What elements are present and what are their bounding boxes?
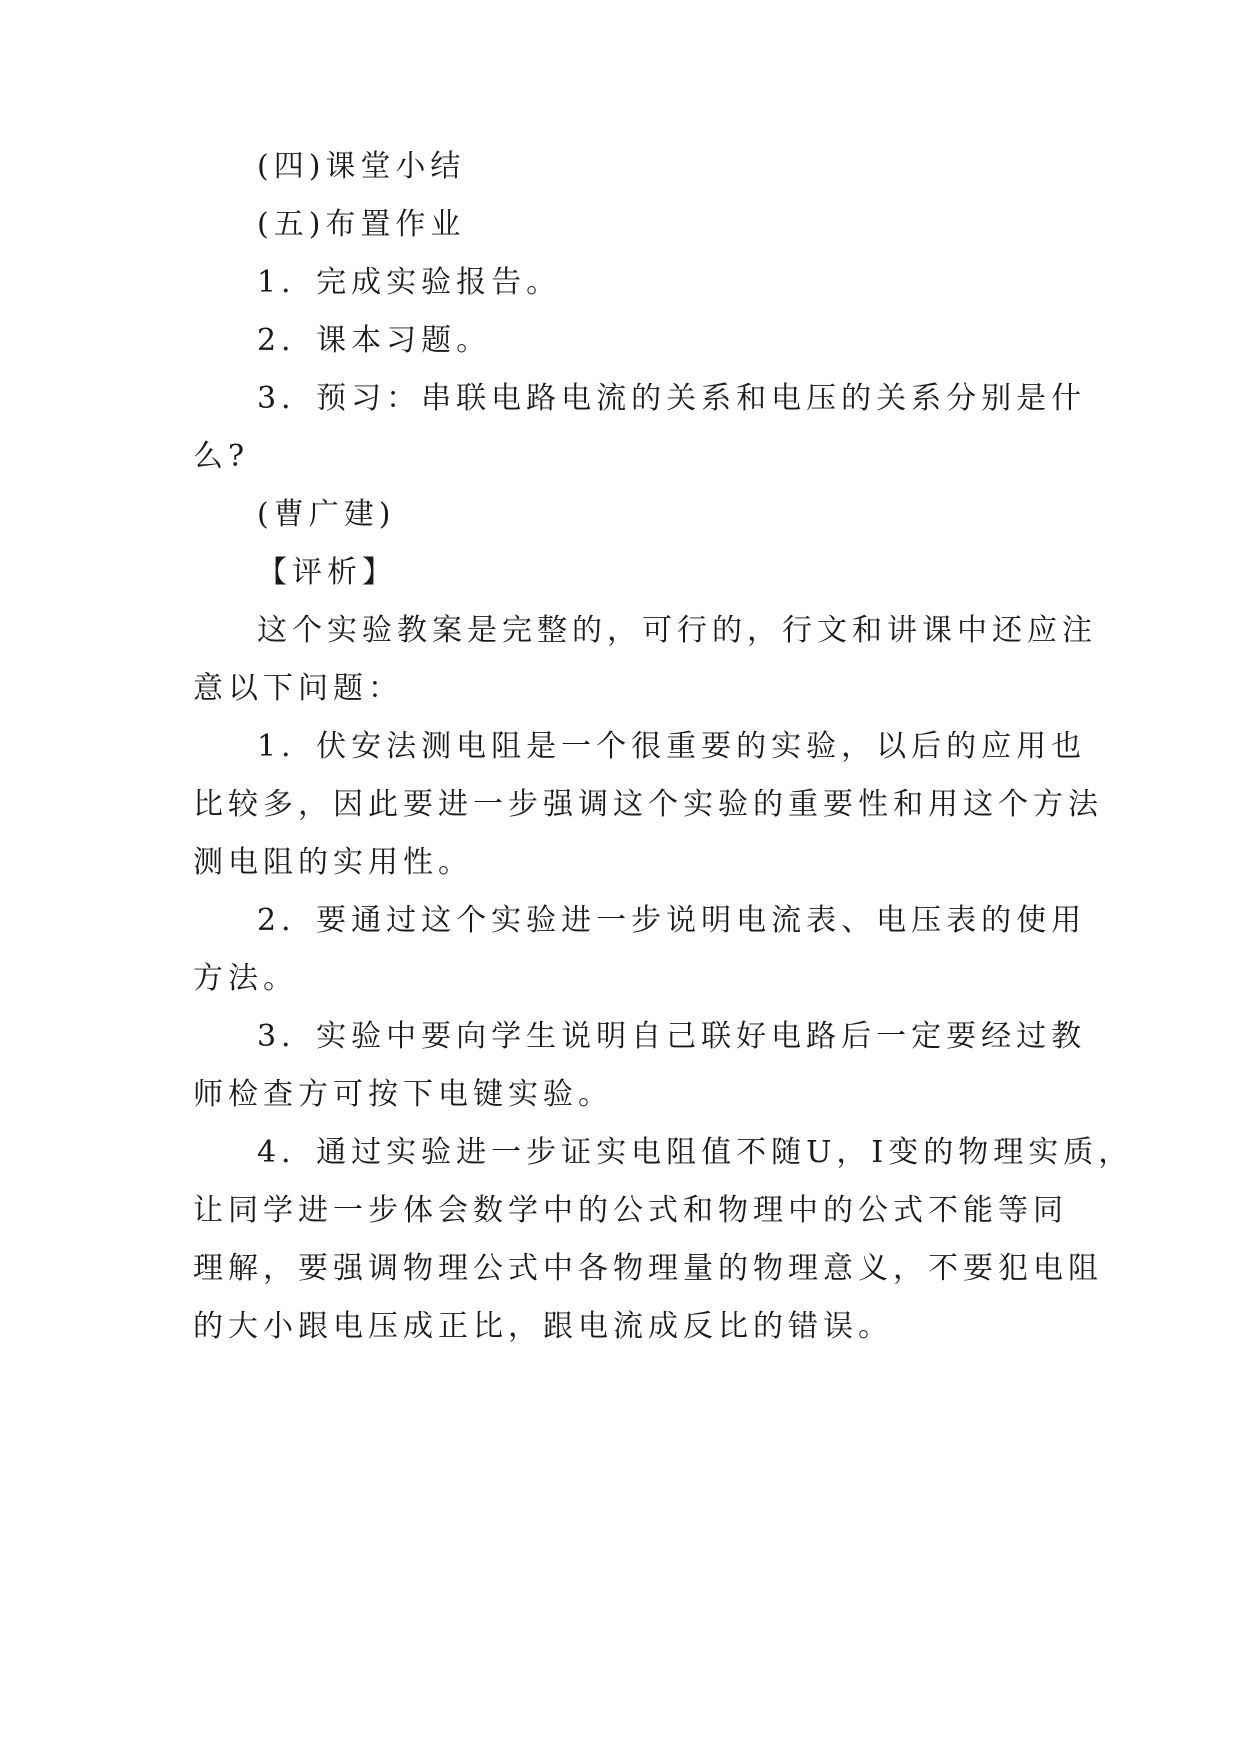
homework-item-3-cont: 么? [193, 439, 250, 474]
review-point-4-cont-c: 的大小跟电压成正比，跟电流成反比的错误。 [193, 1309, 893, 1344]
review-point-3: 3．实验中要向学生说明自己联好电路后一定要经过教 [257, 1019, 1087, 1054]
section-heading-summary: (四)课堂小结 [257, 149, 466, 184]
author-credit: (曹广建) [257, 497, 396, 532]
review-point-1-cont-b: 测电阻的实用性。 [193, 845, 473, 880]
review-point-4-cont-a: 让同学进一步体会数学中的公式和物理中的公式不能等同 [193, 1193, 1068, 1228]
review-point-3-cont: 师检查方可按下电键实验。 [193, 1077, 613, 1112]
section-heading-homework: (五)布置作业 [257, 207, 466, 242]
review-point-2: 2．要通过这个实验进一步说明电流表、电压表的使用 [257, 903, 1087, 938]
document-body [193, 138, 1134, 1356]
review-point-4-cont-b: 理解，要强调物理公式中各物理量的物理意义，不要犯电阻 [193, 1251, 1103, 1286]
review-point-1-cont-a: 比较多，因此要进一步强调这个实验的重要性和用这个方法 [193, 787, 1103, 822]
review-point-2-cont: 方法。 [193, 961, 298, 996]
homework-item-2: 2．课本习题。 [257, 323, 492, 358]
review-point-4: 4．通过实验进一步证实电阻值不随U，I变的物理实质， [257, 1135, 1134, 1170]
review-intro: 这个实验教案是完整的，可行的，行文和讲课中还应注 [257, 613, 1097, 648]
review-heading: 【评析】 [257, 555, 397, 590]
homework-item-3: 3．预习：串联电路电流的关系和电压的关系分别是什 [257, 381, 1087, 416]
review-point-1: 1．伏安法测电阻是一个很重要的实验，以后的应用也 [257, 729, 1087, 764]
review-intro-cont: 意以下问题： [193, 671, 403, 706]
homework-item-1: 1．完成实验报告。 [257, 265, 562, 300]
